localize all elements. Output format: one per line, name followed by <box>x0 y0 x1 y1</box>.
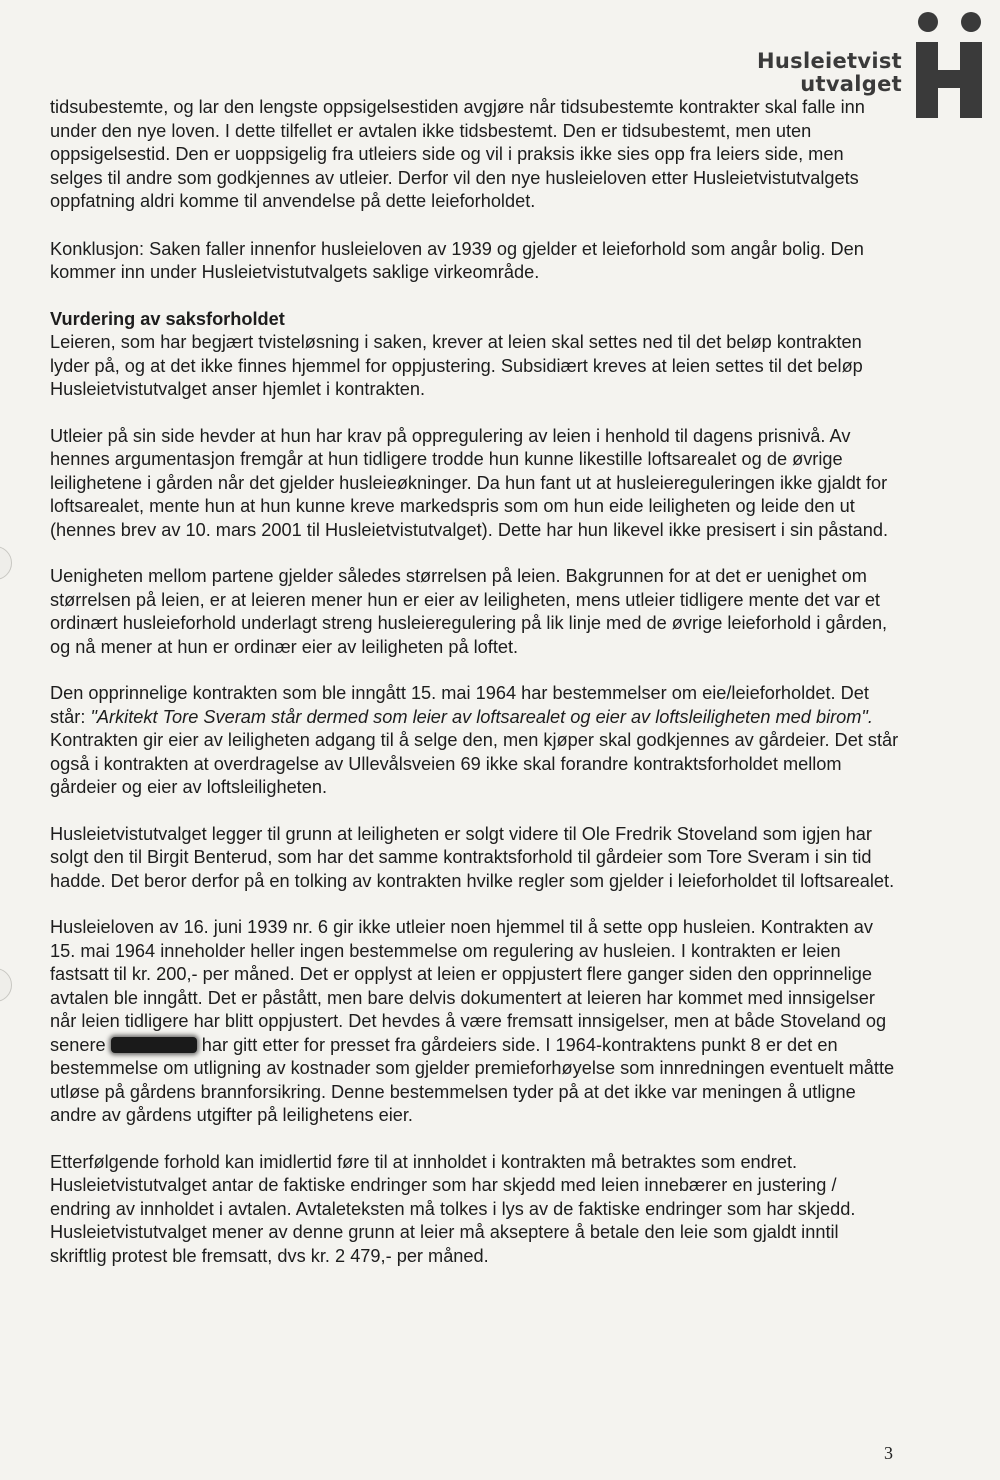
paragraph-8-text-b: har gitt etter for presset fra gårdeiers side. I 1964-kontraktens punkt 8 er det en bestemmelse om utligning av kostnader som gjelder premieforhøyelse som innredningen eventuelt måtte utløse på gårdens brannforsikring. Denne bestemmelsen tyder på at det ikke var meningen å utligne andre av gårdens utgifter på leilighetens eier. <box>50 1034 895 1125</box>
paragraph-4: Utleier på sin side hevder at hun har krav på oppregulering av leien i henhold til dagens prisnivå. Av hennes argumentasjon fremgår at hun tidligere trodde hun kunne likestille loftsarealet og de øvrige leilighetene i gården når det gjelder husleieøkninger. Da hun fant ut at husleiereguleringen ikke gjaldt for loftsarealet, mente hun at hun kunne kreve markedspris som om hun eide leiligheten og leide den ut (hennes brev av 10. mars 2001 til Husleietvistutvalget). Dette har hun likevel ikke presisert i sin påstand. <box>50 425 889 540</box>
paragraph-7: Husleietvistutvalget legger til grunn at leiligheten er solgt videre til Ole Fredrik Stoveland som igjen har solgt den til Birgit Benterud, som har det samme kontraktsforhold til gårdeier som Tore Sveram i sin tid hadde. Det beror derfor på en tolking av kontrakten hvilke regler som gjelder i leieforholdet til loftsarealet. <box>50 823 895 891</box>
paragraph-3: Leieren, som har begjært tvisteløsning i saken, krever at leien skal settes ned til det beløp kontrakten lyder på, og at det ikke finnes hjemmel for oppjustering. Subsidiært kreves at leien settes til det beløp Husleietvistutvalget anser hjemlet i kontrakten. <box>50 332 863 399</box>
organization-logo-text <box>757 50 902 96</box>
paragraph-1: tidsubestemte, og lar den lengste oppsigelsestiden avgjøre når tidsubestemte kontrakter skal falle inn under den nye loven. I dette tilfellet er avtalen ikke tidsbestemt. Den er tidsubestemt, men uten oppsigelsestid. Den er uoppsigelig fra utleiers side og vil i praksis ikke sies opp fra leiers side, men selges til andre som godkjennes av utleier. Derfor vil den nye husleieloven etter Husleietvistutvalgets oppfatning aldri komme til anvendelse på dette leieforholdet. <box>50 97 865 211</box>
redacted-name <box>111 1037 197 1053</box>
paragraph-conclusion: Konklusjon: Saken faller innenfor husleieloven av 1939 og gjelder et leieforhold som angår bolig. Den kommer inn under Husleietvistutvalgets saklige virkeområde. <box>50 238 864 282</box>
section-heading: Vurdering av saksforholdet <box>50 308 285 329</box>
paragraph-8 <box>50 916 900 1128</box>
punch-hole <box>0 546 12 580</box>
paragraph-6-text-b: Kontrakten gir eier av leiligheten adgang til å selge den, men kjøper skal godkjennes av gårdeier. Det står også i kontrakten at overdragelse av Ullevålsveien 69 ikke skal forandre kontraktsforholdet mellom gårdeier og eier av loftsleiligheten. <box>50 730 899 797</box>
paragraph-5: Uenigheten mellom partene gjelder således størrelsen på leien. Bakgrunnen for at det er uenighet om størrelsen på leien, er at leieren mener hun er eier av leiligheten, mens utleier tidligere mente det var et ordinært husleieforhold underlagt streng husleieregulering på lik linje med de øvrige leieforhold i gården, og nå mener at hun er ordinær eier av leiligheten på loftet. <box>50 566 888 657</box>
paragraph-6-text-a: Den opprinnelige kontrakten som ble inngått 15. mai 1964 har bestemmelser om eie/leieforholdet. Det står: <box>50 683 869 727</box>
page-number: 3 <box>884 1443 893 1463</box>
paragraph-9: Etterfølgende forhold kan imidlertid føre til at innholdet i kontrakten må betraktes som endret. Husleietvistutvalget antar de faktiske endringer som har skjedd med leien innebærer en justering / endring av innholdet i avtalen. Avtaleteksten må tolkes i lys av de faktiske endringer som har skjedd. Husleietvistutvalget mener av denne grunn at leier må akseptere å betale den leie som gjaldt inntil skriftlig protest ble fremsatt, dvs kr. 2 479,- per måned. <box>50 1151 856 1266</box>
logo-line-2: utvalget <box>800 72 902 96</box>
contract-quote: "Arkitekt Tore Sveram står dermed som leier av loftsarealet og eier av loftsleiligheten med birom". <box>90 706 873 727</box>
punch-hole <box>0 968 12 1002</box>
hi-monogram-icon <box>914 10 988 118</box>
logo-line-1: Husleietvist <box>757 49 902 73</box>
document-body <box>50 96 900 1291</box>
paragraph-6 <box>50 682 900 800</box>
paragraph-8-text-a: Husleieloven av 16. juni 1939 nr. 6 gir ikke utleier noen hjemmel til å sette opp husleien. Kontrakten av 15. mai 1964 inneholder heller ingen bestemmelse om regulering av husleien. I kontrakten er leien fastsatt til kr. 200,- per måned. Det er opplyst at leien er oppjustert flere ganger siden den opprinnelige avtalen ble inngått. Det er påstått, men bare delvis dokumentert at leieren har kommet med innsigelser når leien tidligere har blitt oppjustert. Det hevdes å være fremsatt innsigelser, men at både Stoveland og senere <box>50 917 887 1055</box>
section-assessment <box>50 308 900 402</box>
